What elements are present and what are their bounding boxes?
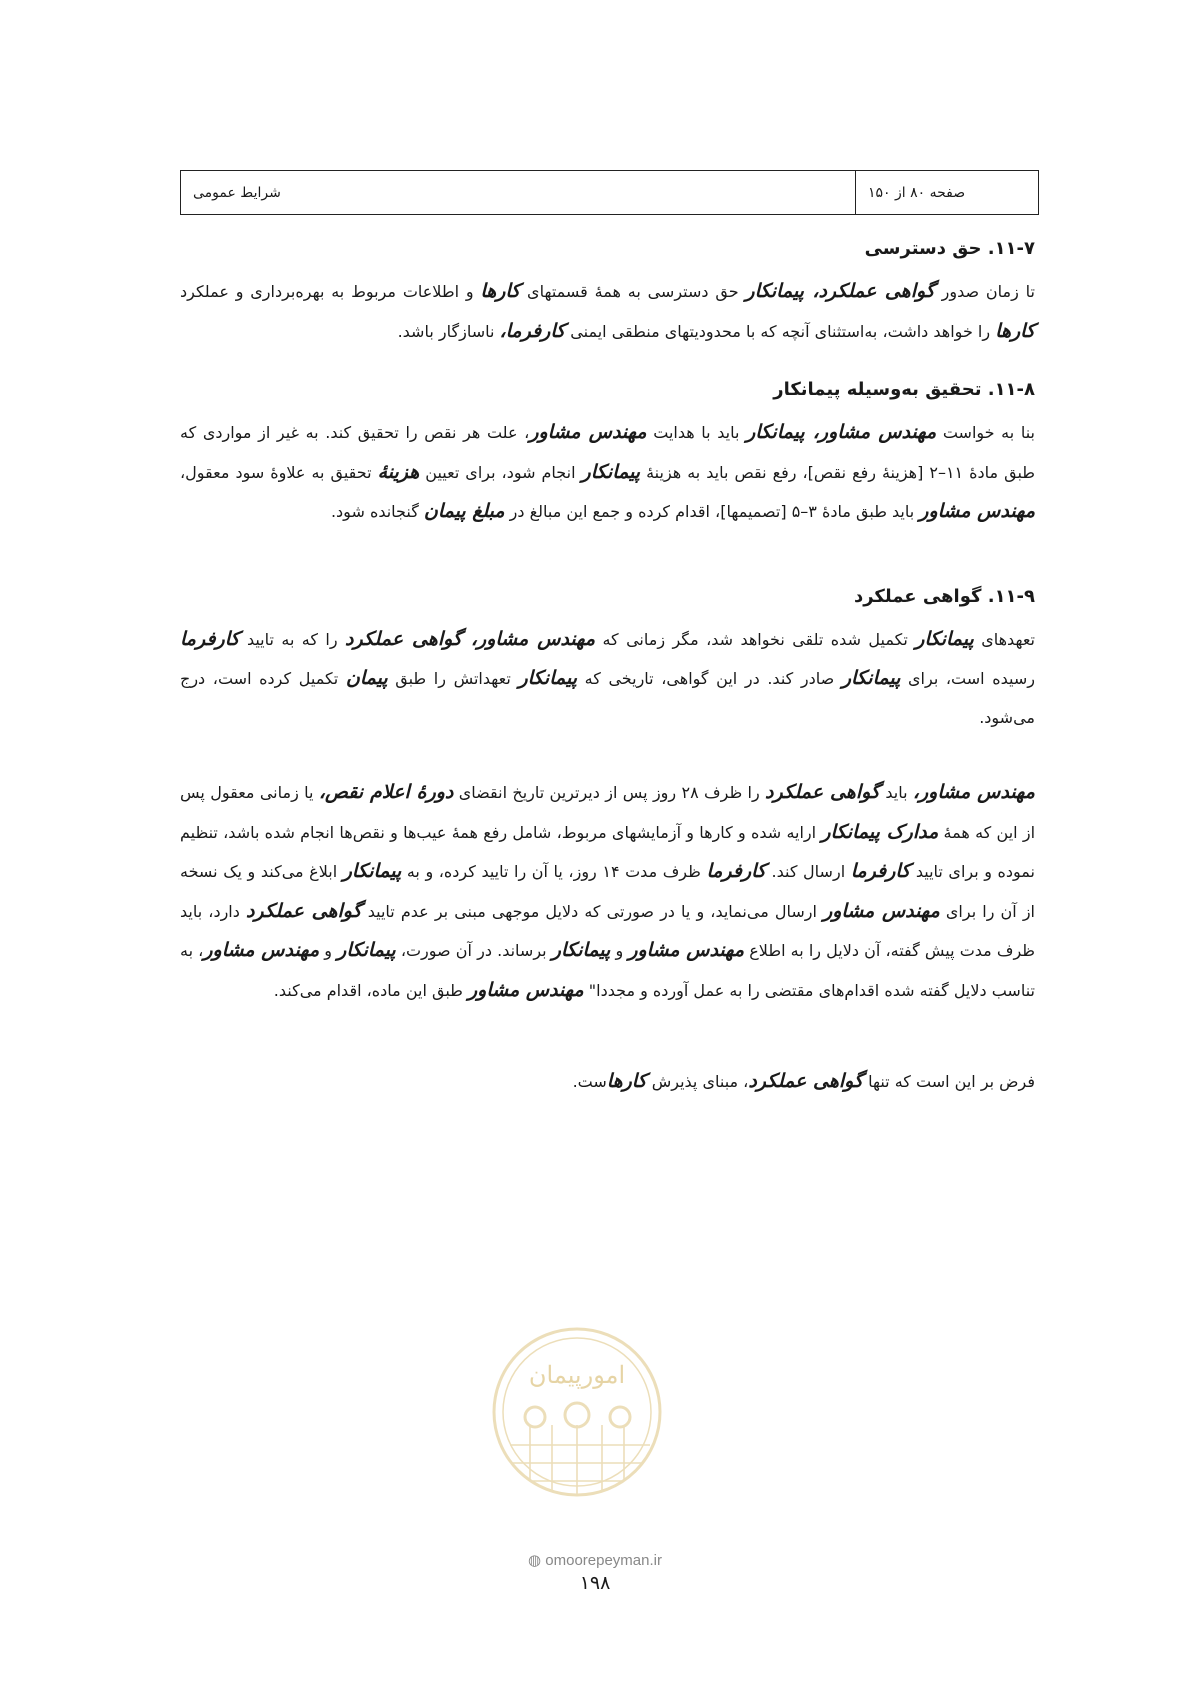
page-header xyxy=(180,170,1039,215)
text-run: و xyxy=(610,941,629,960)
defined-term: کارفرما، xyxy=(499,319,566,342)
defined-term: پیمانکار xyxy=(518,667,577,689)
defined-term: کارفرما xyxy=(850,860,911,882)
defined-term: پیمانکار xyxy=(342,860,402,882)
text-run: را خواهد داشت، به‌استثنای آنچه که با محدودیتهای منطقی ایمنی xyxy=(565,321,996,341)
document-title: شرایط عمومی xyxy=(193,184,281,201)
defined-term: دورهٔ اعلام نقص، xyxy=(318,781,454,803)
defined-term: گواهی عملکرد، پیمانکار xyxy=(745,280,935,302)
text-run: تکمیل کرده است، درج می‌شود. xyxy=(180,669,1035,727)
text-run: ظرف مدت ۱۴ روز، یا آن را تایید کرده، و به xyxy=(401,862,707,881)
text-run: تعهداتش را طبق xyxy=(387,669,519,688)
text-run: ناسازگار باشد. xyxy=(397,321,500,341)
document-body xyxy=(180,232,1035,1124)
defined-term: هزینهٔ xyxy=(377,460,420,483)
text-run: تحقیق به علاوهٔ سود معقول، xyxy=(180,462,378,482)
defined-term: مهندس مشاور، گواهی عملکرد xyxy=(344,627,596,650)
defined-term: کارفرما xyxy=(180,627,240,650)
paragraph xyxy=(180,272,1035,351)
defined-term: پیمانکار xyxy=(581,460,641,483)
text-run: فرض بر این است که تنها xyxy=(863,1072,1035,1091)
defined-term: گواهی عملکرد xyxy=(748,1070,864,1092)
defined-term: پیمانکار xyxy=(841,667,901,689)
section-heading: ۱۱-۸. تحقیق به‌وسیله پیمانکار xyxy=(773,379,1035,400)
defined-term: مهندس مشاور، پیمانکار xyxy=(746,421,937,443)
text-run: یا زمانی معقول پس از این که همهٔ xyxy=(180,783,1036,842)
section-heading: ۱۱-۹. گواهی عملکرد xyxy=(853,585,1035,607)
defined-term: کارها xyxy=(995,319,1035,342)
paragraph xyxy=(180,773,1035,1010)
defined-term: گواهی عملکرد xyxy=(765,781,880,803)
defined-term: پیمان xyxy=(345,667,388,689)
text-run: ارایه شده و کارها و آزمایشهای مربوط، شامل رفع همهٔ عیب‌ها و نقص‌ها انجام شده باشد، تنظیم نموده و برای تایید xyxy=(180,822,1036,881)
text-run: ارسال می‌نماید، و یا در صورتی که دلایل موجهی مبنی بر عدم تایید xyxy=(361,901,824,921)
defined-term: مهندس مشاور xyxy=(467,978,584,1001)
defined-term: مهندس مشاور xyxy=(919,500,1035,522)
globe-icon: ◍ xyxy=(528,1552,542,1569)
text-run: و اطلاعات مربوط به بهره‌برداری و عملکرد xyxy=(180,282,481,301)
watermark-site-text: omoorepeyman.ir xyxy=(545,1552,662,1569)
text-run: صادر کند. در این گواهی، تاریخی که xyxy=(577,669,842,688)
defined-term: مهندس مشاور xyxy=(529,421,647,443)
text-run: و xyxy=(319,941,338,960)
defined-term: کارفرما xyxy=(706,860,766,882)
document-title-cell xyxy=(181,171,855,214)
defined-term: کارها xyxy=(480,280,521,302)
text-run: تکمیل شده تلقی نخواهد شد، مگر زمانی که xyxy=(595,629,916,649)
text-run: گنجانده شود. xyxy=(330,502,424,521)
defined-term: پیمانکار xyxy=(915,627,974,650)
section-heading: ۱۱-۷. حق دسترسی xyxy=(864,238,1035,259)
paragraph xyxy=(180,413,1035,532)
text-run: باید xyxy=(879,783,913,802)
watermark-site xyxy=(0,1551,1190,1569)
text-run: را که به تایید xyxy=(239,629,345,649)
text-run: ابلاغ می‌کند و یک نسخه از آن را برای xyxy=(180,862,1036,921)
text-run: ، به تناسب دلایل گفته شده اقدام‌های مقتضی را به عمل آورده و مجددا" xyxy=(180,941,1035,1000)
text-run: ارسال کند. xyxy=(765,862,851,881)
text-run: تا زمان صدور xyxy=(934,282,1036,301)
defined-term: کارها xyxy=(606,1070,647,1092)
text-run: ، مبنای پذیرش xyxy=(646,1072,749,1091)
defined-term: مهندس مشاور xyxy=(628,939,745,961)
paragraph xyxy=(180,1062,1035,1102)
text-run: دارد، باید ظرف مدت پیش گفته، آن دلایل را به اطلاع xyxy=(180,901,1036,960)
text-run: ، علت هر نقص را تحقیق کند. به غیر از مواردی که طبق مادهٔ ۱۱–۲ [هزینهٔ رفع نقص]، رفع نقص باید به هزینهٔ xyxy=(180,423,1036,482)
text-run: حق دسترسی به همهٔ قسمتهای xyxy=(520,282,746,301)
defined-term: مهندس مشاور xyxy=(203,939,320,961)
text-run: باید با هدایت xyxy=(646,423,747,442)
text-run: رسیده است، برای xyxy=(900,669,1035,688)
defined-term: مهندس مشاور، xyxy=(912,781,1035,803)
text-run: برساند. در آن صورت، xyxy=(395,941,552,960)
text-run: طبق این ماده، اقدام می‌کند. xyxy=(273,980,468,1000)
text-run: بنا به خواست xyxy=(936,423,1035,442)
defined-term: مدارک پیمانکار xyxy=(821,820,939,843)
text-run: را ظرف ۲۸ روز پس از دیرترین تاریخ انقضای xyxy=(453,783,766,802)
paragraph xyxy=(180,620,1035,738)
defined-term: مهندس مشاور xyxy=(823,899,940,922)
watermark-logo-text: امورپیمان xyxy=(528,1361,626,1389)
page-number: ۱۹۸ xyxy=(579,1572,611,1594)
page-info xyxy=(855,171,1038,214)
defined-term: پیمانکار xyxy=(551,939,611,961)
text-run: باید طبق مادهٔ ۳–۵ [تصمیمها]، اقدام کرده و جمع این مبالغ در xyxy=(504,502,920,521)
defined-term: مبلغ پیمان xyxy=(423,500,505,522)
text-run: ست. xyxy=(572,1072,607,1091)
watermark-logo xyxy=(490,1325,665,1550)
page-info-text: صفحه ۸۰ از ۱۵۰ xyxy=(868,184,966,201)
defined-term: پیمانکار xyxy=(337,939,396,961)
text-run: تعهدهای xyxy=(973,629,1035,649)
defined-term: گواهی عملکرد xyxy=(245,899,362,922)
text-run: انجام شود، برای تعیین xyxy=(419,462,582,482)
